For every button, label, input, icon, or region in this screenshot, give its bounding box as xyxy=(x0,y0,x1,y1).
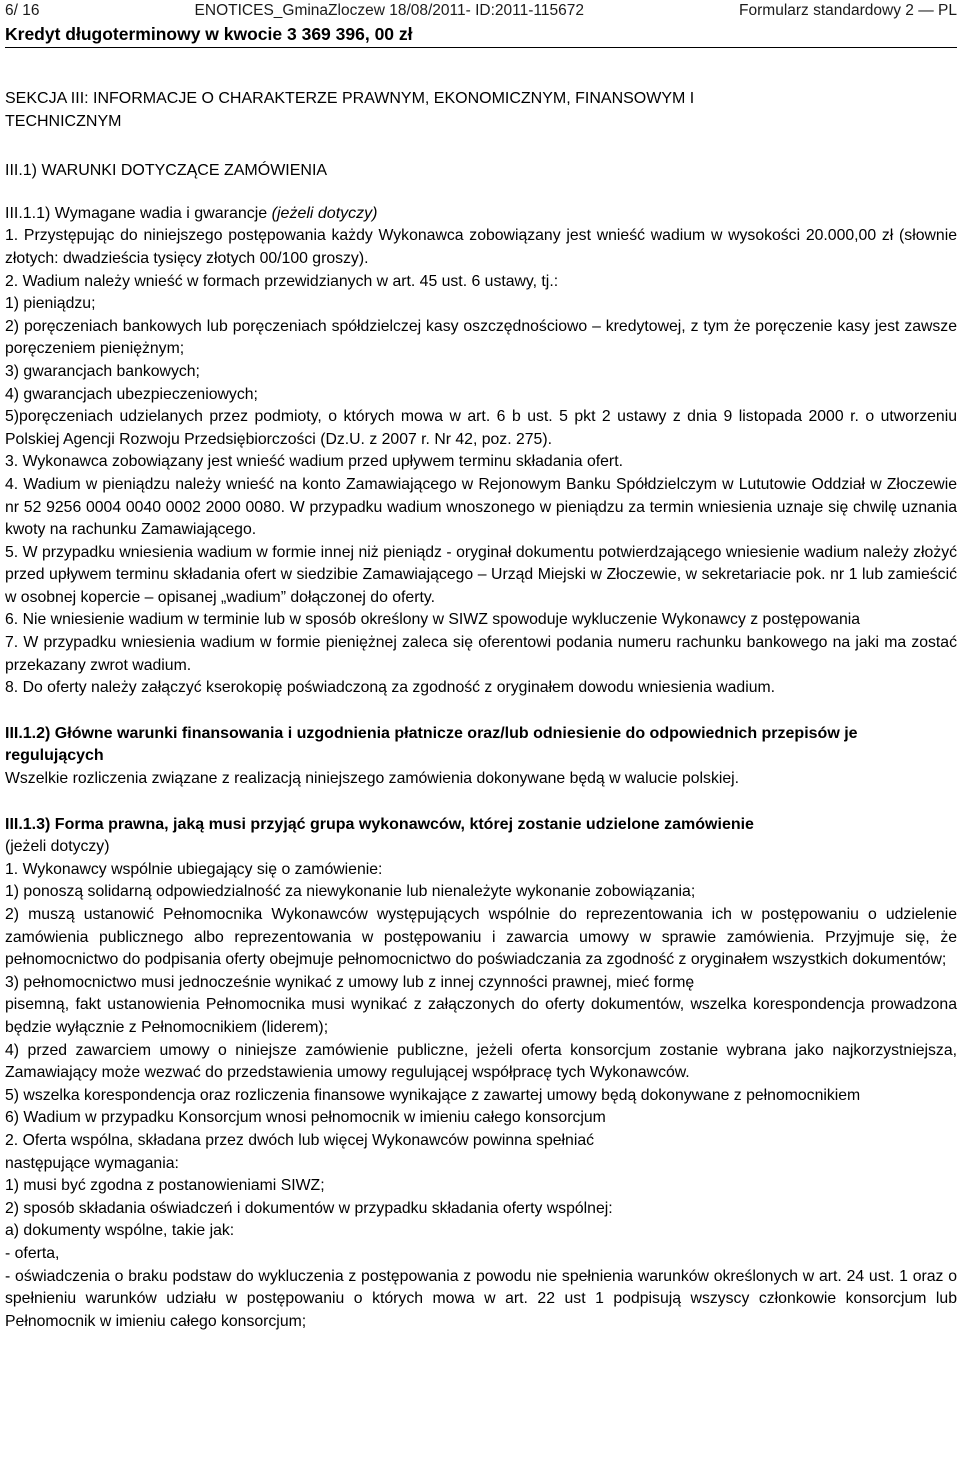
section-title-line1: SEKCJA III: INFORMACJE O CHARAKTERZE PRAWNYM, EKONOMICZNYM, FINANSOWYM I xyxy=(5,90,695,107)
paragraph: 2) poręczeniach bankowych lub poręczeniach spółdzielczej kasy oszczędnościowo – kredytowej, z tym że poręczenie kasy jest zawsze poręczeniem pieniężnym; xyxy=(5,317,957,358)
paragraph: 1. Wykonawcy wspólnie ubiegający się o zamówienie: xyxy=(5,860,383,878)
page-header xyxy=(5,0,957,22)
paragraph: 6. Nie wniesienie wadium w terminie lub w sposób określony w SIWZ spowoduje wykluczenie Wykonawcy z postępowania xyxy=(5,611,861,629)
heading-III-1-3: III.1.3) Forma prawna, jaką musi przyjąć grupa wykonawców, której zostanie udzielone zamówienie xyxy=(5,815,754,833)
paragraph: 8. Do oferty należy załączyć kserokopię poświadczoną za zgodność z oryginałem dowodu wniesienia wadium. xyxy=(5,679,776,697)
paragraph: 4. Wadium w pieniądzu należy wnieść na konto Zamawiającego w Rejonowym Banku Spółdzielczym w Lututowie Oddział w Złoczewie nr 52 9256 0004 0040 0002 2000 0080. W przypadku wadium wnoszonego w pieniądzu za termin wniesienia uznaje się chwilę uznania kwoty na rachunku Zamawiającego. xyxy=(5,475,957,539)
paragraph: pisemną, fakt ustanowienia Pełnomocnika musi wynikać z załączonych do oferty dokumentów, wszelka korespondencja prowadzona będzie wyłącznie z Pełnomocnikiem (liderem); xyxy=(5,996,957,1036)
section-III-1-2-body xyxy=(5,768,957,791)
heading-III-1-3-note: (jeżeli dotyczy) xyxy=(5,838,110,856)
paragraph: 1. Przystępując do niniejszego postępowania każdy Wykonawca zobowiązany jest wnieść wadium w wysokości 20.000,00 zł (słownie złotych: dwadzieścia tysięcy złotych 00/100 groszy). xyxy=(5,227,957,267)
heading-III-1-1-note: (jeżeli dotyczy) xyxy=(271,204,378,222)
heading-III-1-2: III.1.2) Główne warunki finansowania i uzgodnienia płatnicze oraz/lub odniesienie do odpowiednich przepisów je regulujących xyxy=(5,724,858,765)
document-id: ENOTICES_GminaZloczew 18/08/2011- ID:2011-115672 xyxy=(194,2,584,19)
paragraph: 2. Wadium należy wnieść w formach przewidzianych w art. 45 ust. 6 ustawy, tj.: xyxy=(5,272,559,290)
paragraph: 5)poręczeniach udzielanych przez podmioty, o których mowa w art. 6 b ust. 5 pkt 2 ustawy z dnia 9 listopada 2000 r. o utworzeniu Polskiej Agencji Rozwoju Przedsiębiorczości (Dz.U. z 2007 r. Nr 42, poz. 275). xyxy=(5,408,957,448)
page-number: 6/ 16 xyxy=(5,2,40,19)
form-type: Formularz standardowy 2 — PL xyxy=(739,2,957,19)
paragraph: 2) muszą ustanowić Pełnomocnika Wykonawców występujących wspólnie do reprezentowania ich w postępowaniu o udzielenie zamówienia publicznego albo reprezentowania w postępowaniu i zawarcia umowy w sprawie zamówienia. Przyjmuje się, że pełnomocnictwo do podpisania oferty obejmuje pełnomocnictwo do poświadczania za zgodność z oryginałem wszystkich dokumentów; xyxy=(5,906,957,969)
paragraph: 5. W przypadku wniesienia wadium w formie innej niż pieniądz - oryginał dokumentu potwierdzającego wniesienie wadium należy złożyć przed upływem terminu składania ofert w siedzibie Zamawiającego – Urząd Miejski w Złoczewie, w sekretariacie pok. nr 1 lub zamieścić w osobnej kopercie – opisanej „wadium” dołączonej do oferty. xyxy=(5,543,957,606)
paragraph: 3) gwarancjach bankowych; xyxy=(5,362,200,380)
section-title xyxy=(5,88,957,133)
heading-III-1-1 xyxy=(5,203,957,226)
subsection-title: III.1) WARUNKI DOTYCZĄCE ZAMÓWIENIA xyxy=(5,162,328,180)
paragraph: 6) Wadium w przypadku Konsorcjum wnosi pełnomocnik w imieniu całego konsorcjum xyxy=(5,1109,606,1127)
paragraph: 3. Wykonawca zobowiązany jest wnieść wadium przed upływem terminu składania ofert. xyxy=(5,453,623,471)
section-III-1-1-body xyxy=(5,225,957,699)
paragraph: następujące wymagania: xyxy=(5,1154,179,1172)
paragraph: - oferta, xyxy=(5,1244,60,1262)
paragraph: 3) pełnomocnictwo musi jednocześnie wynikać z umowy lub z innej czynności prawnej, mieć formę xyxy=(5,973,695,991)
paragraph: 2) sposób składania oświadczeń i dokumentów w przypadku składania oferty wspólnej: xyxy=(5,1199,613,1217)
paragraph: Wszelkie rozliczenia związane z realizacją niniejszego zamówienia dokonywane będą w walucie polskiej. xyxy=(5,770,740,788)
heading-III-1-1-text: III.1.1) Wymagane wadia i gwarancje xyxy=(5,204,268,222)
paragraph: 1) ponoszą solidarną odpowiedzialność za niewykonanie lub nienależyte wykonanie zobowiązania; xyxy=(5,883,696,901)
paragraph: 1) musi być zgodna z postanowieniami SIWZ; xyxy=(5,1177,325,1195)
paragraph: - oświadczenia o braku podstaw do wykluczenia z postępowania z powodu nie spełnienia warunków określonych w art. 24 ust. 1 oraz o spełnieniu warunków udziału w postępowaniu o których mowa w art. 22 ust 1 podpisują wszyscy członkowie konsorcjum lub Pełnomocnik w imieniu całego konsorcjum; xyxy=(5,1267,957,1330)
section-III-1-3-body xyxy=(5,836,957,1333)
paragraph: a) dokumenty wspólne, takie jak: xyxy=(5,1222,235,1240)
paragraph: 1) pieniądzu; xyxy=(5,295,96,313)
paragraph: 5) wszelka korespondencja oraz rozliczenia finansowe wynikające z zawartej umowy będą dokonywane z pełnomocnikiem xyxy=(5,1086,861,1104)
paragraph: 2. Oferta wspólna, składana przez dwóch lub więcej Wykonawców powinna spełniać xyxy=(5,1131,595,1149)
section-title-line2: TECHNICZNYM xyxy=(5,112,122,130)
paragraph: 4) gwarancjach ubezpieczeniowych; xyxy=(5,385,258,403)
document-page xyxy=(5,0,957,1333)
paragraph: 7. W przypadku wniesienia wadium w formie pieniężnej zaleca się oferentowi podania numeru rachunku bankowego na jaki ma zostać przekazany zwrot wadium. xyxy=(5,634,957,674)
document-title: Kredyt długoterminowy w kwocie 3 369 396, 00 zł xyxy=(5,22,957,48)
paragraph: 4) przed zawarciem umowy o niniejsze zamówienie publiczne, jeżeli oferta konsorcjum zostanie wybrana jako najkorzystniejsza, Zamawiający może wezwać do przedstawienia umowy regulującej współpracę tych Wykonawców. xyxy=(5,1041,957,1082)
